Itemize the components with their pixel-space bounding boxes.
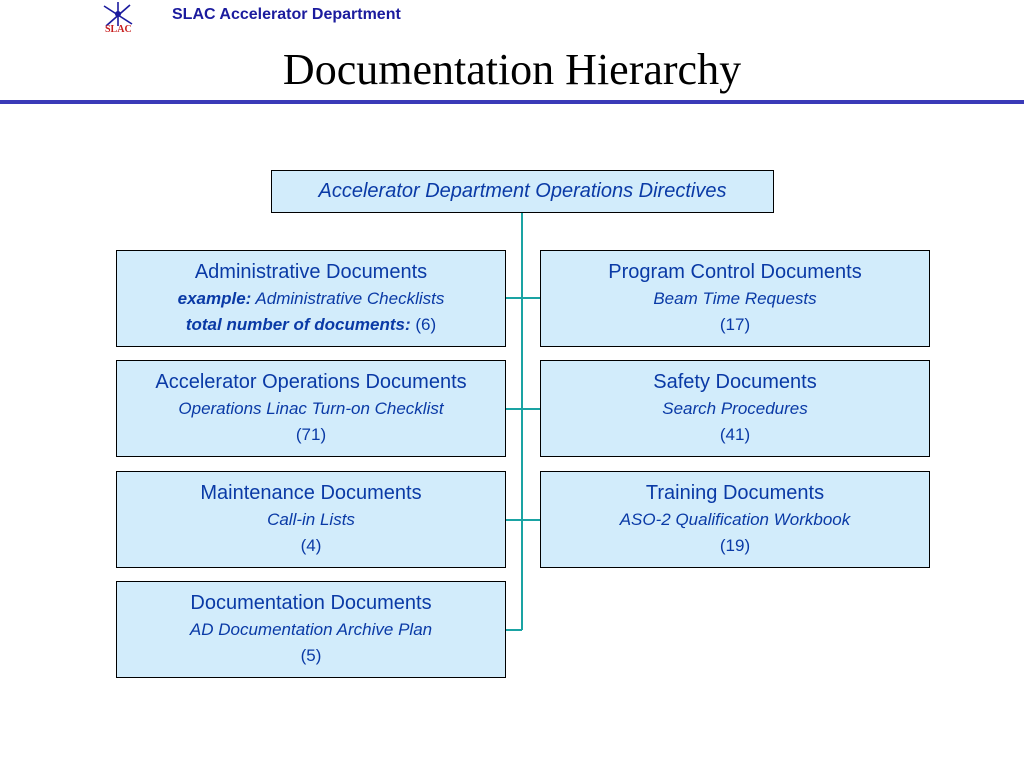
node-example: ASO-2 Qualification Workbook: [619, 510, 851, 529]
node-documentation-documents: [116, 581, 506, 678]
count-label: total number of documents:: [185, 315, 411, 334]
node-example: [117, 286, 505, 312]
node-title: Safety Documents: [653, 371, 817, 393]
count-value: (6): [415, 315, 437, 334]
svg-text:SLAC: SLAC: [105, 24, 132, 34]
department-name: SLAC Accelerator Department: [172, 6, 401, 23]
node-count: [117, 312, 505, 338]
page-title: Documentation Hierarchy: [282, 45, 742, 94]
node-count: (4): [300, 536, 322, 555]
node-title: Maintenance Documents: [200, 482, 422, 504]
node-title: Training Documents: [645, 482, 825, 504]
node-title: Documentation Documents: [190, 592, 432, 614]
node-example: AD Documentation Archive Plan: [189, 620, 433, 639]
node-title: Administrative Documents: [194, 261, 428, 283]
node-example: Operations Linac Turn-on Checklist: [178, 399, 444, 418]
slac-logo-icon: [100, 2, 136, 34]
example-label: example:: [177, 289, 252, 308]
node-program-control-documents: [540, 250, 930, 347]
node-count: (19): [719, 536, 751, 555]
node-example: Search Procedures: [662, 399, 808, 418]
node-count: (71): [295, 425, 327, 444]
node-count: (41): [719, 425, 751, 444]
node-safety-documents: [540, 360, 930, 457]
node-maintenance-documents: [116, 471, 506, 568]
node-count: (5): [300, 646, 322, 665]
node-title: Program Control Documents: [608, 261, 862, 283]
title-divider: [0, 100, 1024, 104]
node-administrative-documents: [116, 250, 506, 347]
node-training-documents: [540, 471, 930, 568]
root-node-operations-directives: Accelerator Department Operations Directives: [271, 170, 774, 213]
example-text: Administrative Checklists: [255, 289, 445, 308]
node-accelerator-operations-documents: [116, 360, 506, 457]
node-example: Call-in Lists: [267, 510, 355, 529]
node-example: Beam Time Requests: [653, 289, 817, 308]
node-title: Accelerator Operations Documents: [155, 371, 467, 393]
node-count: (17): [719, 315, 751, 334]
